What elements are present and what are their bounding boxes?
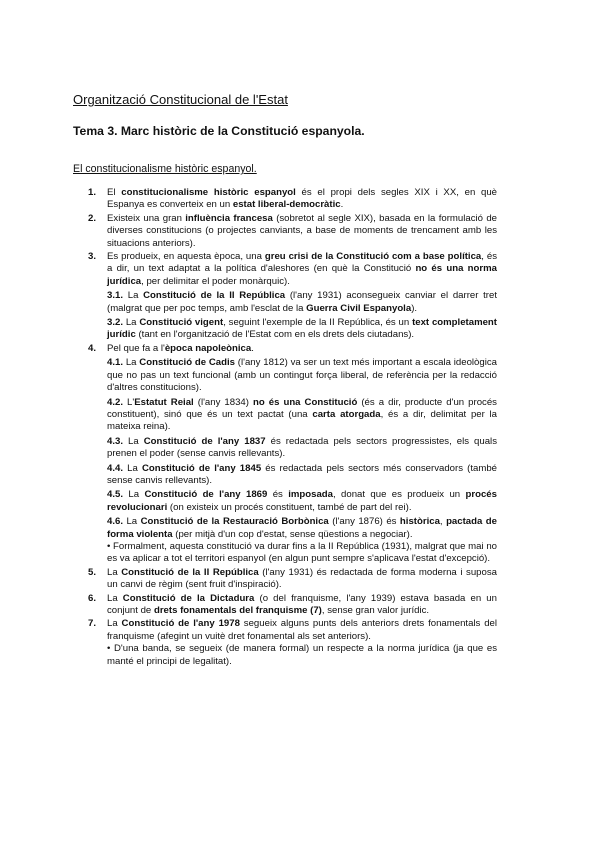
sub-item: 3.2. La Constitució vigent, seguint l'exemple de la II República, és un text completament jurídic (tant en l'organització de l'Estat com en els drets dels ciutadans). (107, 317, 497, 341)
list-item-text: Es produeix, en aquesta època, una greu crisi de la Constitució com a base política, és a dir, un text adaptat a la política d'aleshores (en què la Constitució no és una norma jurídica, per delimitar el poder monàrquic). (107, 251, 498, 287)
sub-item: 4.1. La Constitució de Cadis (l'any 1812) va ser un text més important a escala ideològica que no pas un text funcional (amb un contingut força liberal, de referència per la redacció d'altres constitucions). (107, 357, 497, 394)
numbered-list (88, 187, 498, 669)
list-item-text: La Constitució de l'any 1978 segueix alguns punts dels anteriors drets fonamentals del franquisme (afegint un vuitè dret fonamental als set anteriors). • D'una banda, se segueix (de manera formal) un respecte a la norma jurídica (ja que es manté el principi de legalitat). (107, 618, 498, 667)
list-item (88, 251, 498, 342)
list-item-text: La Constitució de la Dictadura (o del franquisme, l'any 1939) estava basada en un conjunt de drets fonamentals del franquisme (7), sense gran valor jurídic. (107, 592, 497, 616)
list-item-text: El constitucionalisme històric espanyol és el propi dels segles XIX i XX, en què Espanya es converteix en un estat liberal-democràtic. (107, 187, 497, 211)
sub-item: 4.5. La Constitució de l'any 1869 és imposada, donat que es produeix un procés revolucionari (on existeix un procés constituent, també de part del rei). (107, 489, 497, 513)
list-item (88, 187, 497, 212)
list-item-number: 5. (88, 566, 97, 578)
list-item-text: Existeix una gran influència francesa (sobretot al segle XIX), basada en la formulació de diverses constitucions (o projectes canviants, a base de moments de trencament amb les situacions anteriors). (107, 212, 497, 249)
list-item (88, 566, 497, 592)
list-item (88, 592, 497, 618)
list-item-number: 3. (88, 251, 97, 263)
document-title: Organització Constitucional de l'Estat (73, 92, 288, 107)
list-item-number: 1. (88, 187, 97, 198)
topic-heading: Tema 3. Marc històric de la Constitució espanyola. (73, 124, 365, 138)
sub-item: 4.3. La Constitució de l'any 1837 és redactada pels sectors progressistes, els quals prenen el poder (sense canvis rellevants). (107, 435, 497, 460)
list-item-text: Pel que fa a l'època napoleònica. (107, 342, 254, 354)
sub-item: 4.2. L'Estatut Reial (l'any 1834) no és una Constitució (és a dir, producte d'un procés constituent), sinó que és un text pactat (una carta atorgada, és a dir, delimitat per la mateixa reina). (107, 396, 498, 433)
list-item-number: 7. (88, 618, 97, 630)
sub-item: 4.4. La Constitució de l'any 1845 és redactada pels sectors més conservadors (també sense canvis rellevants). (107, 462, 497, 486)
list-item (88, 212, 497, 250)
sub-item: 4.6. La Constitució de la Restauració Borbònica (l'any 1876) és històrica, pactada de forma violenta (per mitjà d'un cop d'estat, sense qüestions a negociar). • Formalment, aquesta constitució va durar fins a la II República (1931), malgrat que mai no es va aplicar a tot el territori espanyol (en algun punt sempre s'aplicava l'estat d'excepció). (107, 516, 497, 565)
sub-item: 3.1. La Constitució de la II República (l'any 1931) aconsegueix canviar el darrer tret (malgrat que per poc temps, amb l'esclat de la Guerra Civil Espanyola). (107, 290, 497, 314)
list-item-number: 2. (88, 212, 97, 224)
list-item (88, 618, 498, 668)
list-item-text: La Constitució de la II República (l'any 1931) és redactada de forma moderna i suposa un canvi de règim (sent fruit d'inspiració). (107, 566, 497, 591)
section-heading: El constitucionalisme històric espanyol. (73, 163, 257, 175)
list-item (88, 342, 498, 566)
list-item-number: 4. (88, 342, 97, 354)
list-item-number: 6. (88, 592, 97, 604)
